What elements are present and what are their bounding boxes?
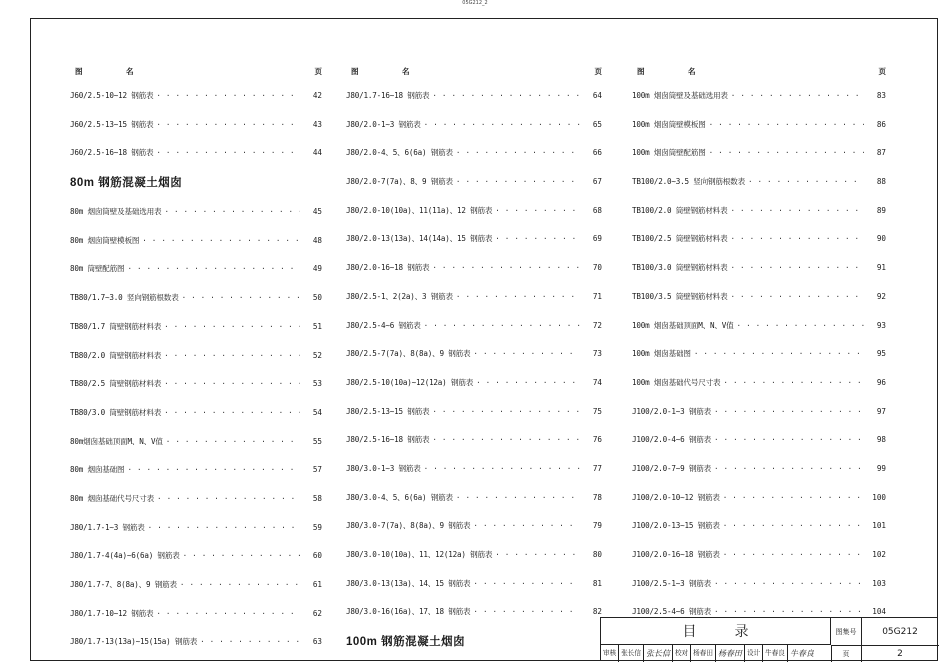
toc-entry	[346, 570, 602, 599]
toc-entry	[346, 168, 602, 197]
toc-entry	[70, 399, 322, 428]
section-heading: 100m 钢筋混凝土烟囱	[346, 636, 466, 649]
checker-name: 杨春田	[691, 645, 716, 662]
entry-title: J60/2.5-13~15 钢筋表	[70, 119, 154, 129]
toc-entry	[70, 628, 322, 657]
entry-page-number: 57	[312, 465, 322, 475]
toc-entry	[632, 369, 886, 398]
entry-page-number: 91	[876, 263, 886, 273]
entry-title: 100m 烟囱基础顶面M、N、V值	[632, 320, 734, 330]
dot-leader	[421, 455, 580, 484]
heading-figure-char2: 名	[402, 67, 410, 76]
entry-title: J80/1.7-4(4a)~6(6a) 钢筋表	[70, 551, 180, 561]
entry-page-number: 79	[592, 521, 602, 531]
entry-page-number: 42	[312, 91, 322, 100]
toc-entry	[70, 139, 322, 168]
toc-entry	[632, 82, 886, 111]
dot-leader	[179, 284, 300, 313]
heading-figure-char2: 名	[126, 67, 134, 76]
entry-title: 80m 烟囱基础图	[70, 465, 125, 475]
toc-entry	[70, 514, 322, 543]
toc-entry	[632, 426, 886, 455]
entry-title: 80m 烟囱基础代号尺寸表	[70, 493, 155, 503]
dot-leader	[727, 197, 864, 226]
entry-title: J80/2.5-10(10a)~12(12a) 钢筋表	[346, 377, 474, 387]
entry-page-number: 101	[872, 521, 886, 531]
entry-page-number: 61	[312, 580, 322, 589]
dot-leader	[161, 198, 300, 227]
entry-page-number: 54	[312, 407, 322, 417]
entry-page-number: 103	[872, 578, 886, 588]
entry-title: TB80/2.0 筒壁钢筋材料表	[70, 350, 162, 360]
entry-title: TB80/3.0 筒壁钢筋材料表	[70, 407, 162, 417]
dot-leader	[153, 82, 300, 111]
reviewer-name: 张长信	[619, 645, 644, 662]
dot-leader	[197, 628, 300, 657]
dot-leader	[453, 283, 580, 312]
toc-entry	[346, 312, 602, 341]
entry-title: J80/1.7-16~18 钢筋表	[346, 91, 430, 100]
entry-page-number: 77	[592, 463, 602, 473]
dot-leader	[153, 600, 300, 629]
entry-page-number: 80	[592, 550, 602, 559]
toc-entry	[632, 541, 886, 570]
heading-figure-char1: 图	[351, 67, 359, 76]
dot-leader	[139, 227, 300, 256]
dot-leader	[720, 541, 864, 570]
entry-page-number: 53	[312, 379, 322, 389]
entry-title: J100/2.0-10~12 钢筋表	[632, 492, 720, 502]
toc-entry	[632, 111, 886, 140]
toc-entry	[346, 369, 602, 398]
entry-page-number: 82	[592, 607, 602, 617]
toc-entry	[632, 283, 886, 312]
dot-leader	[180, 542, 300, 571]
toc-entry	[632, 139, 886, 168]
toc-entry	[70, 255, 322, 284]
dot-leader	[145, 514, 300, 543]
entry-page-number: 72	[592, 320, 602, 330]
entry-title: TB80/2.5 筒壁钢筋材料表	[70, 379, 162, 389]
toc-entry	[70, 111, 322, 140]
toc-entry	[346, 111, 602, 140]
toc-entry	[70, 313, 322, 342]
entry-page-number: 78	[592, 492, 602, 502]
dot-leader	[745, 168, 864, 197]
heading-page: 页	[314, 67, 322, 76]
entry-title: J80/1.7-13(13a)~15(15a) 钢筋表	[70, 637, 198, 647]
designer-name: 牛春良	[763, 645, 788, 662]
toc-entry	[70, 342, 322, 371]
toc-entry	[632, 570, 886, 599]
toc-entry	[632, 197, 886, 226]
toc-entry	[346, 512, 602, 541]
dot-leader	[691, 340, 864, 369]
toc-entry	[70, 227, 322, 256]
entry-title: TB100/3.0 筒壁钢筋材料表	[632, 263, 728, 273]
atlas-number: 05G212	[861, 618, 939, 646]
entry-page-number: 96	[876, 377, 886, 387]
entry-title: TB100/3.5 筒壁钢筋材料表	[632, 291, 728, 301]
dot-leader	[177, 571, 300, 600]
toc-entry	[346, 283, 602, 312]
entry-page-number: 90	[876, 234, 886, 244]
heading-figure-char1: 图	[637, 67, 645, 76]
dot-leader	[154, 485, 300, 514]
entry-title: J80/1.7-10~12 钢筋表	[70, 608, 154, 618]
design-label: 设计	[745, 645, 763, 662]
entry-title: TB80/1.7~3.0 竖向钢筋根数表	[70, 293, 179, 303]
entry-title: J80/2.5-1、2(2a)、3 钢筋表	[346, 291, 453, 301]
toc-entry	[346, 225, 602, 254]
entry-page-number: 44	[312, 148, 322, 158]
toc-entry	[346, 139, 602, 168]
dot-leader	[124, 255, 300, 284]
entry-title: J100/2.0-16~18 钢筋表	[632, 550, 720, 559]
section-heading: 80m 钢筋混凝土烟囱	[70, 177, 183, 190]
designer-signature: 牛春良	[789, 649, 814, 658]
dot-leader	[711, 426, 864, 455]
entry-title: J80/3.0-1~3 钢筋表	[346, 463, 421, 473]
toc-entry	[70, 370, 322, 399]
entry-page-number: 63	[312, 637, 322, 647]
dot-leader	[161, 370, 300, 399]
toc-entry	[632, 455, 886, 484]
column-heading	[70, 60, 322, 82]
page-label: 页	[831, 645, 862, 662]
toc-entry	[346, 340, 602, 369]
entry-title: J80/2.5-16~18 钢筋表	[346, 435, 430, 445]
reviewer-signature: 张长信	[644, 645, 673, 662]
entry-title: J80/2.0-16~18 钢筋表	[346, 263, 430, 273]
entry-page-number: 67	[592, 177, 602, 187]
toc-entry	[70, 284, 322, 313]
entry-page-number: 51	[312, 321, 322, 331]
dot-leader	[153, 139, 300, 168]
entry-page-number: 86	[876, 119, 886, 129]
entry-title: J100/2.5-4~6 钢筋表	[632, 607, 712, 617]
toc-entry	[346, 197, 602, 226]
entry-title: J100/2.0-7~9 钢筋表	[632, 463, 712, 473]
dot-leader	[727, 254, 864, 283]
dot-leader	[711, 398, 864, 427]
entry-title: J80/3.0-10(10a)、11、12(12a) 钢筋表	[346, 550, 493, 559]
entry-title: J80/2.5-4~6 钢筋表	[346, 320, 421, 330]
toc-entry	[632, 484, 886, 513]
dot-leader	[706, 139, 864, 168]
atlas-number-label: 图集号	[831, 618, 862, 646]
entry-page-number: 71	[592, 291, 602, 301]
dot-leader	[453, 168, 580, 197]
dot-leader	[163, 428, 300, 457]
toc-entry	[632, 225, 886, 254]
dot-leader	[470, 340, 580, 369]
entry-title: J100/2.0-4~6 钢筋表	[632, 435, 712, 445]
toc-entry	[632, 398, 886, 427]
entry-page-number: 74	[592, 377, 602, 387]
entry-title: J80/2.0-4、5、6(6a) 钢筋表	[346, 148, 453, 158]
dot-leader	[734, 312, 864, 341]
entry-title: TB100/2.0~3.5 竖向钢筋根数表	[632, 177, 745, 187]
toc-entry	[346, 541, 602, 570]
entry-page-number: 87	[876, 148, 886, 158]
dot-leader	[728, 82, 864, 111]
toc-entry	[346, 254, 602, 283]
toc-entry	[70, 542, 322, 571]
entry-title: TB100/2.0 筒壁钢筋材料表	[632, 205, 728, 215]
entry-title: J80/1.7-7、8(8a)、9 钢筋表	[70, 580, 177, 589]
dot-leader	[706, 111, 864, 140]
toc-column-3	[632, 60, 886, 627]
entry-title: J80/3.0-13(13a)、14、15 钢筋表	[346, 578, 471, 588]
entry-page-number: 98	[876, 435, 886, 445]
entry-page-number: 100	[872, 492, 886, 502]
dot-leader	[421, 111, 580, 140]
entry-page-number: 81	[592, 578, 602, 588]
entry-title: 100m 烟囱筒壁及基础选用表	[632, 91, 728, 100]
entry-page-number: 88	[876, 177, 886, 187]
title-block	[600, 617, 938, 661]
entry-page-number: 68	[592, 205, 602, 215]
dot-leader	[429, 254, 580, 283]
entry-title: TB80/1.7 筒壁钢筋材料表	[70, 321, 162, 331]
signature-row	[601, 645, 832, 662]
entry-page-number: 65	[592, 119, 602, 129]
entry-title: 80m 烟囱筒壁及基础选用表	[70, 207, 162, 217]
entry-page-number: 49	[312, 264, 322, 274]
entry-page-number: 60	[312, 551, 322, 561]
heading-figure-char1: 图	[75, 67, 83, 76]
dot-leader	[453, 484, 580, 513]
checker-signature: 杨春田	[716, 645, 745, 662]
header-code: 05G212_2	[462, 0, 488, 6]
entry-title: J60/2.5-10~12 钢筋表	[70, 91, 154, 100]
entry-page-number: 48	[312, 235, 322, 245]
entry-page-number: 104	[872, 607, 886, 617]
toc-entry	[632, 312, 886, 341]
toc-entry	[346, 455, 602, 484]
entry-title: 100m 烟囱筒壁配筋图	[632, 148, 706, 158]
toc-rows	[346, 82, 602, 657]
toc-entry	[70, 198, 322, 227]
entry-page-number: 50	[312, 293, 322, 303]
dot-leader	[492, 197, 580, 226]
toc-entry	[70, 456, 322, 485]
dot-leader	[161, 313, 300, 342]
entry-page-number: 102	[872, 550, 886, 559]
entry-title: J80/1.7-1~3 钢筋表	[70, 522, 145, 532]
entry-page-number: 75	[592, 406, 602, 416]
dot-leader	[727, 283, 864, 312]
toc-entry	[70, 571, 322, 600]
entry-title: J80/2.0-10(10a)、11(11a)、12 钢筋表	[346, 205, 493, 215]
dot-leader	[711, 570, 864, 599]
dot-leader	[492, 225, 580, 254]
entry-page-number: 92	[876, 291, 886, 301]
heading-figure-char2: 名	[688, 67, 696, 76]
entry-title: J100/2.5-1~3 钢筋表	[632, 578, 712, 588]
page-number: 2	[897, 648, 903, 659]
dot-leader	[727, 225, 864, 254]
dot-leader	[453, 139, 580, 168]
entry-page-number: 59	[312, 522, 322, 532]
entry-title: 80m 烟囱筒壁模板图	[70, 235, 140, 245]
entry-title: 100m 烟囱筒壁模板图	[632, 119, 706, 129]
entry-title: J80/2.0-1~3 钢筋表	[346, 119, 421, 129]
entry-page-number: 70	[592, 263, 602, 273]
entry-page-number: 55	[312, 436, 322, 446]
dot-leader	[153, 111, 300, 140]
check-label: 校对	[673, 645, 691, 662]
entry-title: J80/3.0-16(16a)、17、18 钢筋表	[346, 607, 471, 617]
dot-leader	[124, 456, 300, 485]
entry-title: J100/2.0-13~15 钢筋表	[632, 521, 720, 531]
entry-title: J60/2.5-16~18 钢筋表	[70, 148, 154, 158]
entry-title: J80/3.0-7(7a)、8(8a)、9 钢筋表	[346, 521, 471, 531]
dot-leader	[161, 399, 300, 428]
entry-title: J100/2.0-1~3 钢筋表	[632, 406, 712, 416]
entry-page-number: 99	[876, 463, 886, 473]
toc-entry	[632, 340, 886, 369]
entry-page-number: 89	[876, 205, 886, 215]
entry-page-number: 73	[592, 349, 602, 359]
entry-title: J80/2.5-13~15 钢筋表	[346, 406, 430, 416]
entry-page-number: 64	[592, 91, 602, 100]
entry-page-number: 97	[876, 406, 886, 416]
dot-leader	[429, 82, 580, 111]
dot-leader	[492, 541, 580, 570]
entry-page-number: 58	[312, 493, 322, 503]
toc-rows	[632, 82, 886, 627]
column-heading	[346, 60, 602, 82]
dot-leader	[161, 342, 300, 371]
dot-leader	[470, 598, 580, 627]
entry-page-number: 76	[592, 435, 602, 445]
toc-entry	[346, 398, 602, 427]
toc-entry	[70, 428, 322, 457]
toc-entry	[632, 254, 886, 283]
column-heading	[632, 60, 886, 82]
toc-entry	[70, 82, 322, 111]
entry-page-number: 45	[312, 207, 322, 217]
entry-page-number: 62	[312, 608, 322, 618]
entry-title: 100m 烟囱基础图	[632, 349, 691, 359]
toc-entry	[632, 512, 886, 541]
entry-title: J80/2.0-13(13a)、14(14a)、15 钢筋表	[346, 234, 493, 244]
dot-leader	[429, 398, 580, 427]
dot-leader	[470, 570, 580, 599]
toc-entry	[346, 484, 602, 513]
entry-title: TB100/2.5 筒壁钢筋材料表	[632, 234, 728, 244]
heading-page: 页	[878, 67, 886, 76]
entry-page-number: 95	[876, 349, 886, 359]
drawing-title: 目录	[601, 618, 831, 645]
dot-leader	[429, 426, 580, 455]
entry-page-number: 93	[876, 320, 886, 330]
toc-entry	[346, 598, 602, 627]
entry-title: 80m 筒壁配筋图	[70, 264, 125, 274]
entry-page-number: 83	[876, 91, 886, 100]
dot-leader	[720, 369, 864, 398]
entry-title: J80/2.0-7(7a)、8、9 钢筋表	[346, 177, 453, 187]
dot-leader	[720, 484, 864, 513]
dot-leader	[720, 512, 864, 541]
entry-title: 100m 烟囱基础代号尺寸表	[632, 377, 721, 387]
review-label: 审核	[601, 645, 619, 662]
entry-page-number: 66	[592, 148, 602, 158]
entry-page-number: 43	[312, 119, 322, 129]
entry-page-number: 69	[592, 234, 602, 244]
entry-page-number: 52	[312, 350, 322, 360]
entry-title: J80/3.0-4、5、6(6a) 钢筋表	[346, 492, 453, 502]
toc-column-1	[70, 60, 322, 657]
toc-entry	[346, 426, 602, 455]
dot-leader	[470, 512, 580, 541]
heading-page: 页	[594, 67, 602, 76]
toc-entry	[70, 485, 322, 514]
toc-entry	[632, 168, 886, 197]
dot-leader	[421, 312, 580, 341]
toc-entry	[346, 82, 602, 111]
dot-leader	[473, 369, 580, 398]
toc-entry	[70, 600, 322, 629]
entry-title: J80/2.5-7(7a)、8(8a)、9 钢筋表	[346, 349, 471, 359]
entry-title: 80m烟囱基础顶面M、N、V值	[70, 436, 163, 446]
toc-rows	[70, 82, 322, 657]
dot-leader	[711, 455, 864, 484]
toc-column-2	[346, 60, 602, 657]
